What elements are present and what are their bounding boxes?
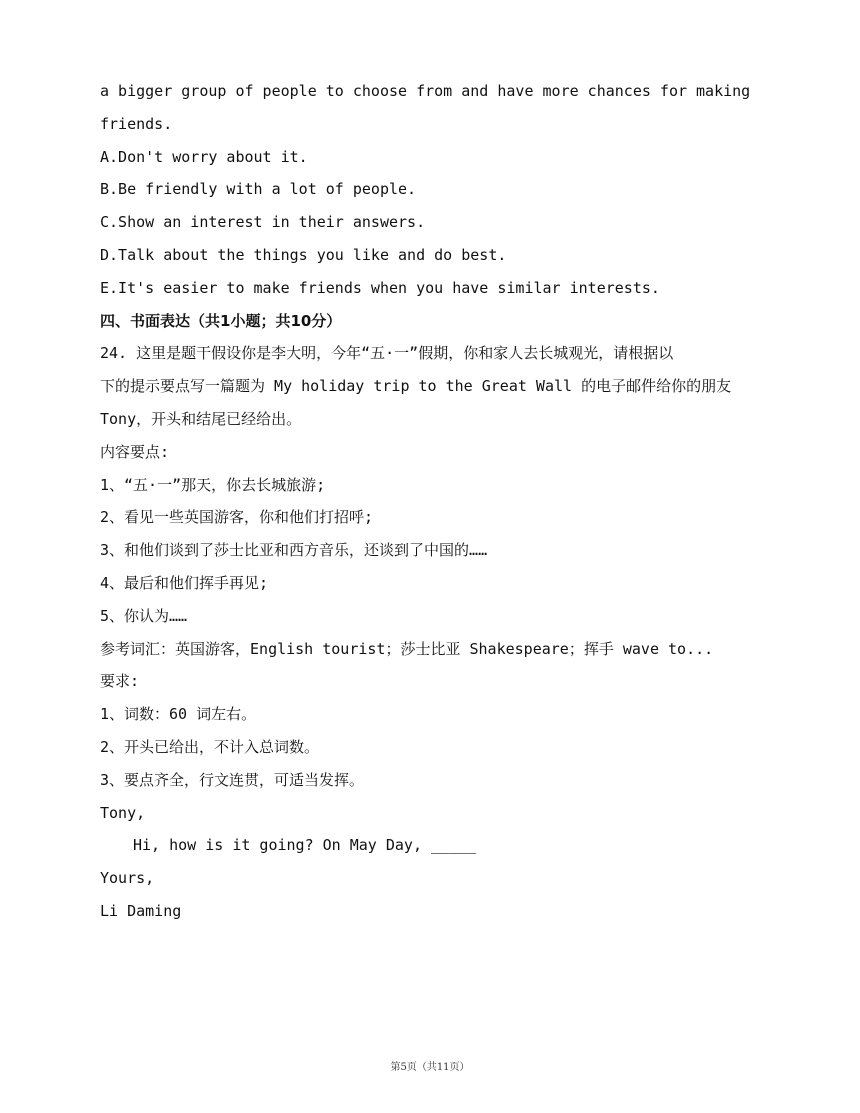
question-line-3: Tony，开头和结尾已经给出。 bbox=[100, 409, 302, 428]
option-b: B.Be friendly with a lot of people. bbox=[100, 180, 417, 199]
point-item-1: 1、“五·一”那天，你去长城旅游; bbox=[100, 475, 326, 494]
option-d: D.Talk about the things you like and do best. bbox=[100, 245, 507, 264]
passage-continuation-line-2: friends. bbox=[100, 114, 173, 133]
page-content bbox=[100, 75, 780, 928]
requirement-item-1: 1、词数：60 词左右。 bbox=[100, 705, 257, 724]
option-e: E.It's easier to make friends when you have similar interests. bbox=[100, 278, 660, 297]
points-label: 内容要点: bbox=[100, 442, 170, 461]
requirement-item-3: 3、要点齐全，行文连贯，可适当发挥。 bbox=[100, 770, 365, 789]
letter-opening: Hi, how is it going? On May Day, _____ bbox=[133, 836, 477, 855]
point-item-2: 2、看见一些英国游客，你和他们打招呼; bbox=[100, 508, 374, 527]
requirement-item-2: 2、开头已给出，不计入总词数。 bbox=[100, 737, 320, 756]
option-c: C.Show an interest in their answers. bbox=[100, 213, 426, 232]
letter-closing: Yours, bbox=[100, 869, 155, 888]
passage-continuation-line-1: a bigger group of people to choose from and have more chances for making bbox=[100, 82, 751, 100]
letter-signature: Li Daming bbox=[100, 901, 182, 920]
requirements-label: 要求: bbox=[100, 672, 140, 691]
page-footer: 第5页（共11页） bbox=[390, 1062, 470, 1073]
vocabulary-reference: 参考词汇：英国游客，English tourist；莎士比亚 Shakespeare；挥手 wave to... bbox=[100, 639, 714, 658]
point-item-3: 3、和他们谈到了莎士比亚和西方音乐，还谈到了中国的…… bbox=[100, 541, 488, 560]
letter-salutation: Tony, bbox=[100, 803, 146, 822]
section-heading: 四、书面表达（共1小题；共10分） bbox=[100, 311, 342, 330]
question-line-1: 24. 这里是题干假设你是李大明，今年“五·一”假期，你和家人去长城观光，请根据以 bbox=[100, 344, 674, 363]
option-a: A.Don't worry about it. bbox=[100, 147, 308, 166]
point-item-5: 5、你认为…… bbox=[100, 606, 188, 625]
question-line-2: 下的提示要点写一篇题为 My holiday trip to the Great Wall 的电子邮件给你的朋友 bbox=[100, 377, 732, 396]
point-item-4: 4、最后和他们挥手再见; bbox=[100, 573, 269, 592]
